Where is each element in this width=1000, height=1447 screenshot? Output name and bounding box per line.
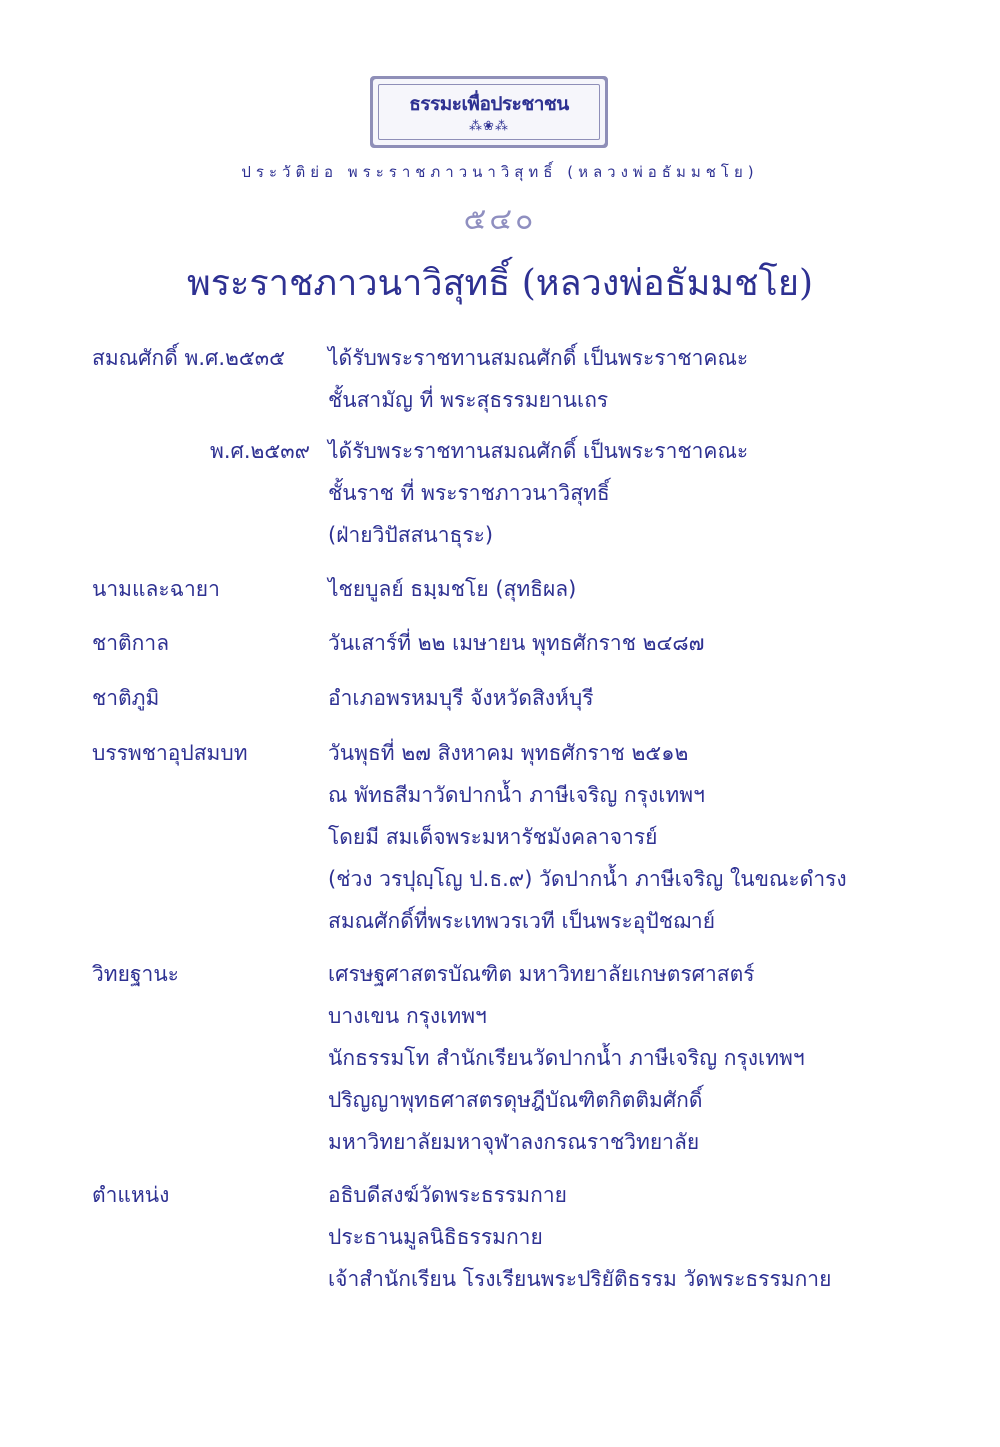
entry-line: ชั้นราช ที่ พระราชภาวนาวิสุทธิ์ [328, 481, 610, 505]
entry-label: ตำแหน่ง [92, 1183, 170, 1207]
entry-value [328, 622, 908, 664]
entry-line: บางเขน กรุงเทพฯ [328, 1004, 487, 1028]
entry-line: อำเภอพรหมบุรี จังหวัดสิงห์บุรี [328, 686, 594, 710]
entry-line: มหาวิทยาลัยมหาจุฬาลงกรณราชวิทยาลัย [328, 1130, 700, 1154]
entry-line: ชั้นสามัญ ที่ พระสุธรรมยานเถร [328, 388, 609, 412]
entry-line: ณ พัทธสีมาวัดปากน้ำ ภาษีเจริญ กรุงเทพฯ [328, 783, 705, 807]
entry-line: อธิบดีสงฆ์วัดพระธรรมกาย [328, 1183, 567, 1207]
entry-value [328, 337, 908, 421]
entry-line: ประธานมูลนิธิธรรมกาย [328, 1225, 543, 1249]
entry-line: (ฝ่ายวิปัสสนาธุระ) [328, 523, 494, 547]
page-number: ๕๔๐ [463, 202, 537, 237]
page-title: พระราชภาวนาวิสุทธิ์ (หลวงพ่อธัมมชโย) [186, 263, 814, 304]
entry-line: ไชยบูลย์ ธมฺมชโย (สุทธิผล) [328, 577, 577, 601]
entry-line: ได้รับพระราชทานสมณศักดิ์ เป็นพระราชาคณะ [328, 346, 749, 370]
entry-label: สมณศักดิ์ พ.ศ.๒๕๓๕ [92, 346, 286, 370]
entry-label: ชาติกาล [92, 631, 170, 655]
entry-label: นามและฉายา [92, 577, 220, 601]
entry-value [328, 732, 908, 942]
entry-label: วิทยฐานะ [92, 962, 179, 986]
entry-line: เศรษฐศาสตรบัณฑิต มหาวิทยาลัยเกษตรศาสตร์ [328, 962, 755, 986]
entry-line: สมณศักดิ์ที่พระเทพวรเวที เป็นพระอุปัชฌาย์ [328, 909, 715, 933]
entry-value [328, 677, 908, 719]
logo [370, 76, 608, 148]
entry-line: เจ้าสำนักเรียน โรงเรียนพระปริยัติธรรม วัดพระธรรมกาย [328, 1267, 832, 1291]
entry-label: บรรพชาอุปสมบท [92, 741, 248, 765]
entry-line: นักธรรมโท สำนักเรียนวัดปากน้ำ ภาษีเจริญ กรุงเทพฯ [328, 1046, 805, 1070]
logo-text: ธรรมะเพื่อประชาชน [409, 93, 569, 115]
entry-line: วันเสาร์ที่ ๒๒ เมษายน พุทธศักราช ๒๔๘๗ [328, 631, 705, 655]
entry-line: ปริญญาพุทธศาสตรดุษฎีบัณฑิตกิตติมศักดิ์ [328, 1088, 703, 1112]
entry-label: พ.ศ.๒๕๓๙ [210, 439, 310, 463]
entry-line: ได้รับพระราชทานสมณศักดิ์ เป็นพระราชาคณะ [328, 439, 749, 463]
entry-value [328, 568, 908, 610]
entry-label: ชาติภูมิ [92, 686, 160, 710]
entry-line: (ช่วง วรปุญฺโญ ป.ธ.๙) วัดปากน้ำ ภาษีเจริญ ในขณะดำรง [328, 867, 847, 891]
entry-value [328, 430, 908, 556]
entry-value [328, 1174, 908, 1300]
entry-value [328, 953, 908, 1163]
logo-ornament: ⁂❀⁂ [469, 119, 509, 134]
running-header: ประวัติย่อ พระราชภาวนาวิสุทธิ์ (หลวงพ่อธัมมชโย) [241, 163, 759, 181]
entry-line: วันพุธที่ ๒๗ สิงหาคม พุทธศักราช ๒๕๑๒ [328, 741, 689, 765]
entry-line: โดยมี สมเด็จพระมหารัชมังคลาจารย์ [328, 825, 658, 849]
